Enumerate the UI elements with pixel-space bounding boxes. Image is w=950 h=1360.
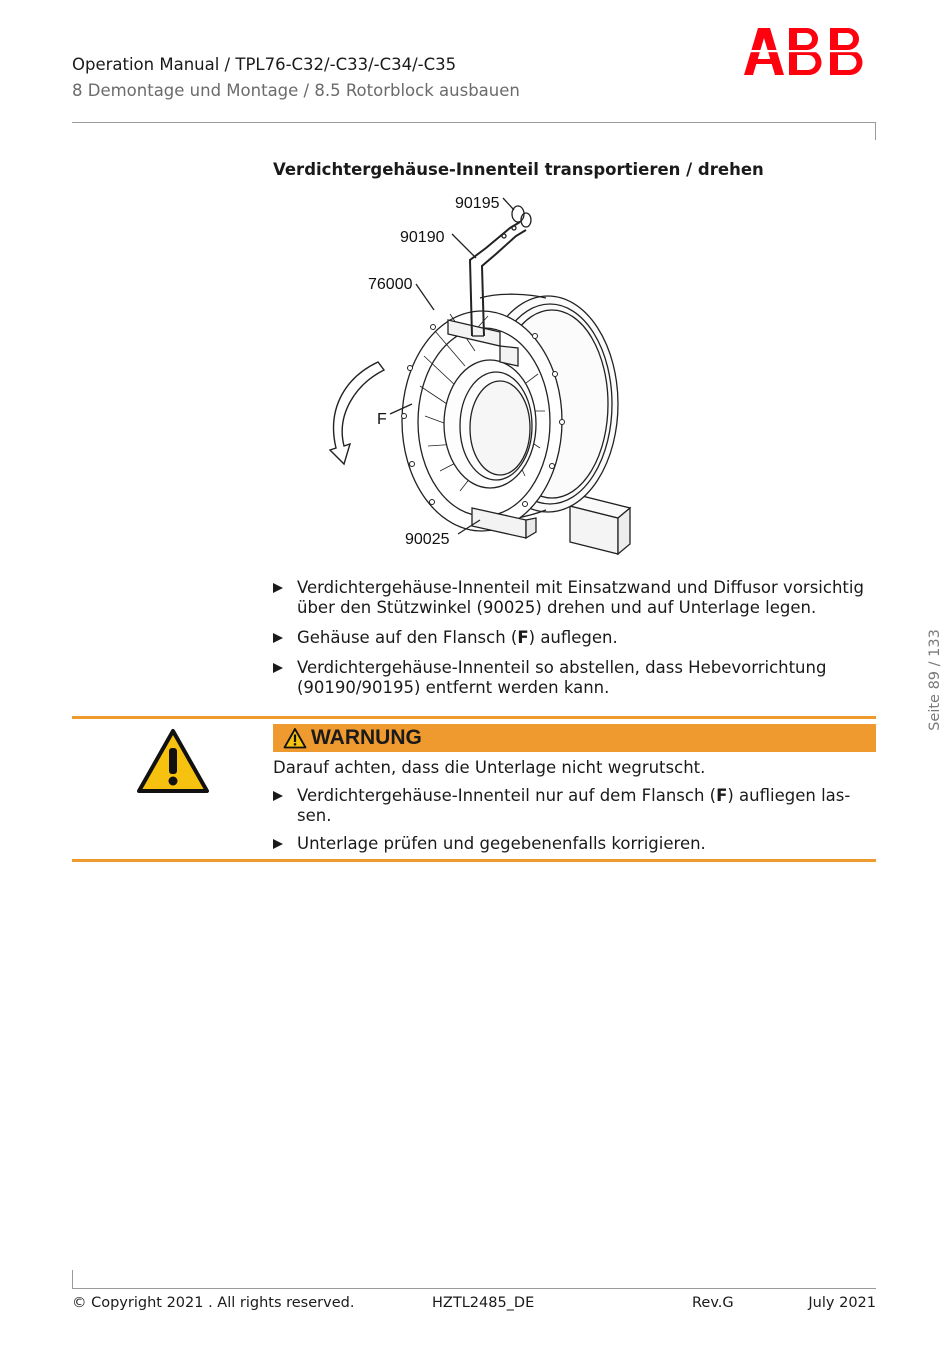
compressor-casing-illustration	[300, 186, 660, 564]
page-number: Seite 89 / 133	[927, 629, 943, 731]
label-90190: 90190	[400, 229, 445, 246]
bullet-arrow-icon	[273, 791, 283, 801]
label-flange-f: F	[377, 411, 387, 428]
abb-logo	[742, 26, 876, 76]
warning-step: Unterlage prüfen und gegebenenfalls korrigieren.	[273, 834, 853, 854]
label-76000: 76000	[368, 276, 413, 293]
warning-step: Verdichtergehäuse-Innenteil nur auf dem Flansch (F) aufliegen las-sen.	[273, 786, 853, 826]
figure-title: Verdichtergehäuse-Innenteil transportieren / drehen	[273, 160, 764, 179]
warning-intro: Darauf achten, dass die Unterlage nicht wegrutscht.	[273, 758, 706, 777]
header-divider-tick	[875, 122, 876, 140]
instruction-step: Gehäuse auf den Flansch (F) auflegen.	[273, 628, 878, 648]
label-90195: 90195	[455, 195, 500, 212]
document-title: Operation Manual / TPL76-C32/-C33/-C34/-C35	[72, 55, 457, 74]
footer-date: July 2021	[808, 1295, 876, 1311]
warning-top-rule	[72, 716, 876, 719]
warning-heading-bar	[273, 724, 876, 752]
warning-bottom-rule	[72, 859, 876, 862]
header-divider	[72, 122, 876, 123]
warning-instruction-list	[273, 786, 853, 864]
warning-triangle-icon	[136, 728, 210, 794]
bullet-arrow-icon	[273, 583, 283, 593]
instruction-step: Verdichtergehäuse-Innenteil so abstellen, dass Hebevorrichtung (90190/90195) entfernt werden kann.	[273, 658, 878, 698]
instruction-list	[273, 578, 878, 708]
bullet-arrow-icon	[273, 839, 283, 849]
footer-divider-tick	[72, 1270, 73, 1289]
bullet-arrow-icon	[273, 633, 283, 643]
footer-divider	[72, 1288, 876, 1289]
label-90025: 90025	[405, 531, 450, 548]
instruction-step: Verdichtergehäuse-Innenteil mit Einsatzwand und Diffusor vorsichtig über den Stützwinkel (90025) drehen und auf Unterlage legen.	[273, 578, 878, 618]
footer-revision: Rev.G	[692, 1295, 734, 1311]
footer-copyright: © Copyright 2021 . All rights reserved.	[72, 1295, 355, 1311]
bullet-arrow-icon	[273, 663, 283, 673]
breadcrumb: 8 Demontage und Montage / 8.5 Rotorblock ausbauen	[72, 81, 520, 100]
footer-document-id: HZTL2485_DE	[432, 1295, 535, 1311]
small-warning-icon	[283, 727, 307, 749]
warning-heading: WARNUNG	[311, 726, 422, 749]
